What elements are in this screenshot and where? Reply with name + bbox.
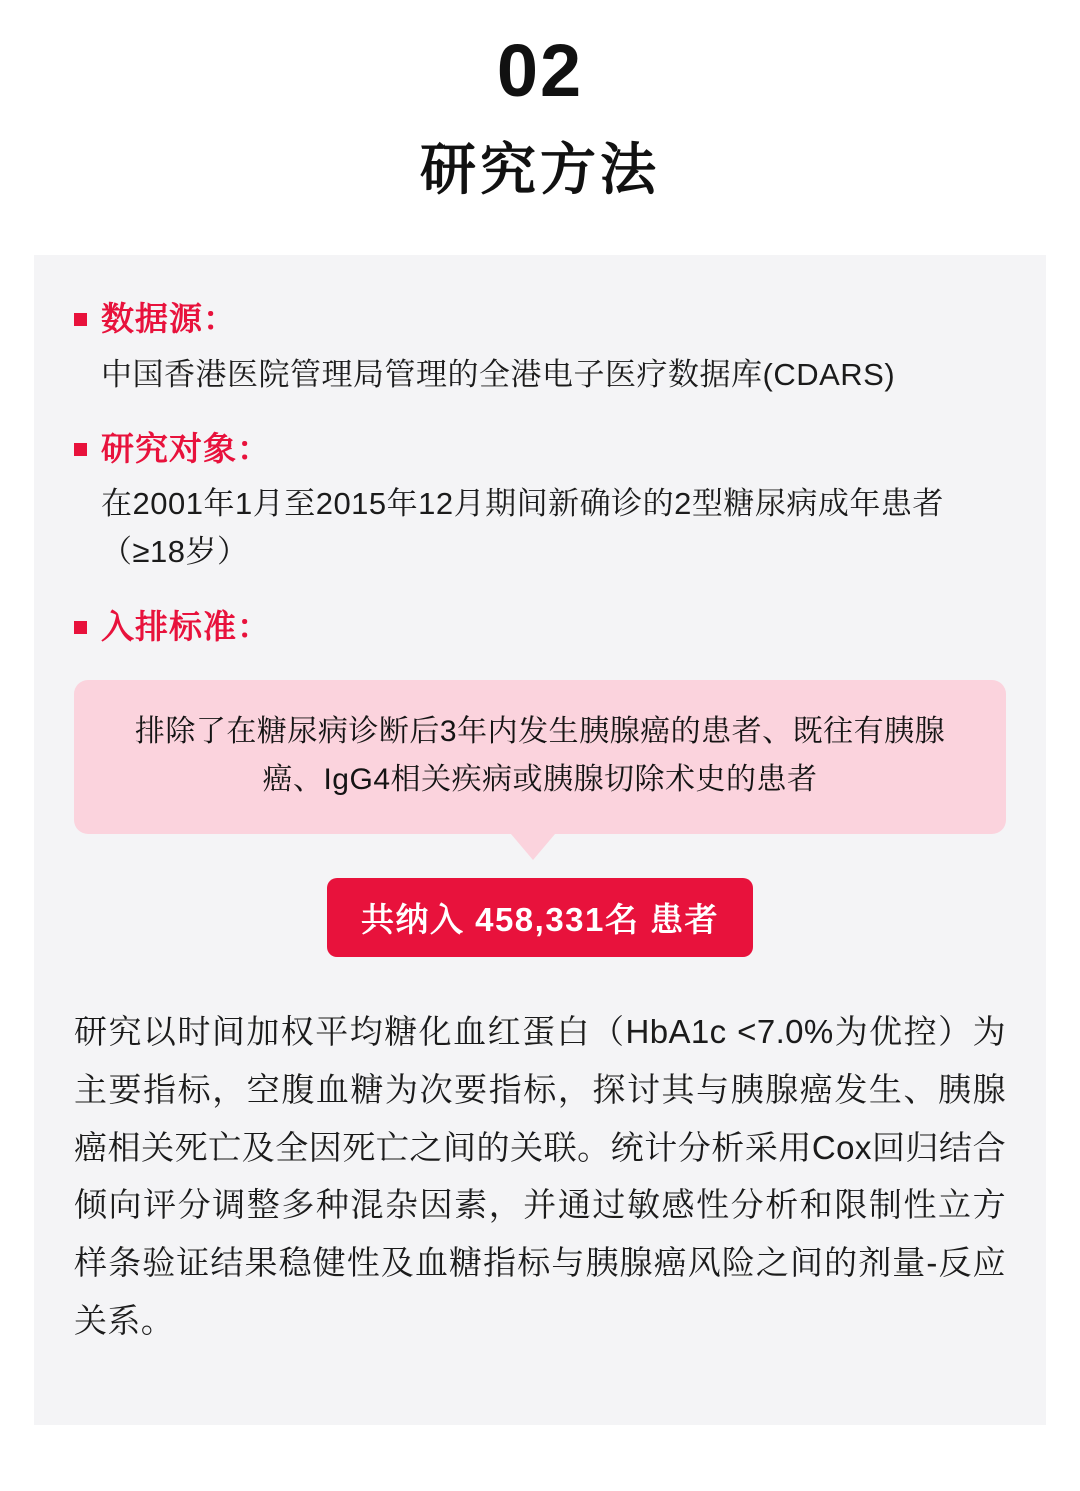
content-panel bbox=[34, 255, 1046, 1425]
field-value: 中国香港医院管理局管理的全港电子医疗数据库(CDARS) bbox=[101, 356, 896, 392]
field-value: 在2001年1月至2015年12月期间新确诊的2型糖尿病成年患者（≥18岁） bbox=[101, 486, 944, 570]
page-title: 研究方法 bbox=[420, 138, 660, 201]
square-bullet-icon bbox=[74, 621, 87, 634]
callout-text: 排除了在糖尿病诊断后3年内发生胰腺癌的患者、既往有胰腺癌、IgG4相关疾病或胰腺切除术史的患者 bbox=[74, 680, 1006, 834]
field-inclusion-exclusion-criteria bbox=[74, 607, 1006, 647]
methods-paragraph: 研究以时间加权平均糖化血红蛋白（HbA1c <7.0%为优控）为主要指标，空腹血糖为次要指标，探讨其与胰腺癌发生、胰腺癌相关死亡及全因死亡之间的关联。统计分析采用Cox回归结合倾向评分调整多种混杂因素，并通过敏感性分析和限制性立方样条验证结果稳健性及血糖指标与胰腺癌风险之间的剂量-反应关系。 bbox=[74, 1013, 1006, 1339]
section-number: 02 bbox=[496, 29, 584, 112]
square-bullet-icon bbox=[74, 443, 87, 456]
field-heading bbox=[74, 607, 1006, 647]
total-patients-badge: 共纳入 458,331名 患者 bbox=[327, 878, 753, 957]
field-heading bbox=[74, 299, 1006, 339]
field-study-population bbox=[74, 429, 1006, 577]
field-label: 研究对象： bbox=[101, 429, 271, 467]
field-data-source bbox=[74, 299, 1006, 399]
exclusion-callout bbox=[74, 680, 1006, 860]
field-label: 数据源： bbox=[101, 300, 237, 338]
callout-tail-shape bbox=[511, 834, 555, 860]
field-label: 入排标准： bbox=[101, 607, 271, 645]
square-bullet-icon bbox=[74, 313, 87, 326]
field-heading bbox=[74, 429, 1006, 469]
total-patients-row bbox=[74, 878, 1006, 957]
page-header bbox=[0, 0, 1080, 203]
